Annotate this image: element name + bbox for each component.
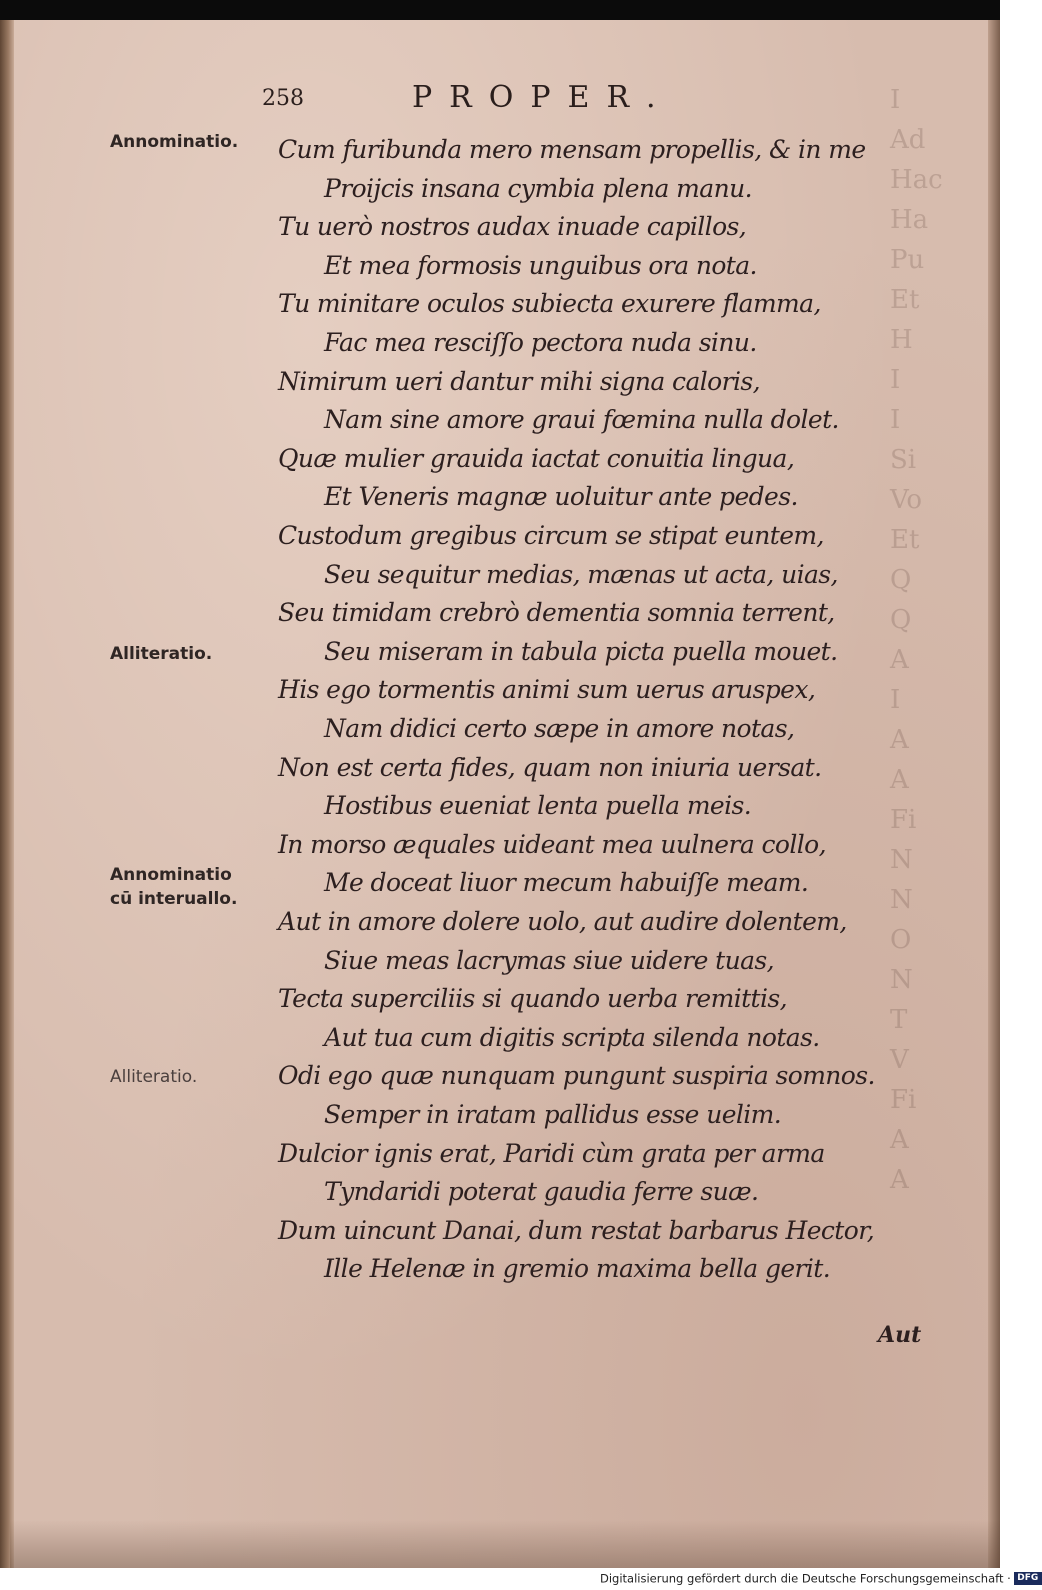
verse-line: Tecta superciliis si quando uerba remittis, (278, 984, 787, 1014)
verse-line: Seu miseram in tabula picta puella mouet. (324, 636, 838, 666)
page-bottom-shadow (10, 1520, 1000, 1568)
verse-line: Quæ mulier grauida iactat conuitia lingua, (278, 443, 795, 473)
page-gutter-shadow (0, 20, 14, 1568)
marginal-note: Alliteratio. (110, 644, 213, 664)
verse-line: Aut tua cum digitis scripta silenda notas. (324, 1022, 820, 1052)
verse-line: Nam sine amore graui fœmina nulla dolet. (324, 405, 839, 435)
marginal-note: Alliteratio. (110, 1067, 198, 1087)
verse-line: Custodum gregibus circum se stipat euntem, (278, 521, 824, 550)
page-number: 258 (262, 86, 304, 111)
verse-line: Non est certa fides, quam non iniuria uersat. (278, 752, 822, 782)
verse-line: Et Veneris magnæ uoluitur ante pedes. (324, 482, 798, 512)
verse-line: Me doceat liuor mecum habuiſſe meam. (324, 868, 809, 898)
verse-line: Hostibus eueniat lenta puella meis. (324, 791, 752, 821)
catchword: Aut (878, 1322, 922, 1348)
verse-line: Tyndaridi poterat gaudia ferre suæ. (324, 1177, 759, 1207)
verse-line: Siue meas lacrymas siue uidere tuas, (324, 945, 774, 975)
verse-line: Aut in amore dolere uolo, aut audire dolentem, (278, 907, 847, 936)
marginal-note: Annominatio. (110, 132, 239, 152)
verse-line: Fac mea resciſſo pectora nuda sinu. (324, 328, 757, 357)
verse-line: Seu timidam crebrò dementia somnia terrent, (278, 598, 835, 628)
verse-line: Ille Helenæ in gremio maxima bella gerit. (324, 1254, 831, 1284)
verse-line: Proijcis insana cymbia plena manu. (324, 173, 752, 203)
page-edge-shadow (988, 20, 1000, 1568)
running-header (262, 80, 722, 120)
marginal-note: Annominatio (110, 865, 232, 885)
verse-line: His ego tormentis animi sum uerus aruspex, (278, 675, 816, 705)
verse-line: Et mea formosis unguibus ora nota. (324, 250, 757, 280)
scan-top-border (0, 0, 1000, 20)
verse-line: Nam didici certo sæpe in amore notas, (324, 714, 795, 743)
verse-line: Nimirum ueri dantur mihi signa caloris, (278, 366, 760, 396)
running-title: PROPER. (412, 80, 673, 115)
verse-line: Seu sequitur medias, mænas ut acta, uias, (324, 559, 838, 589)
verse-line: Odi ego quæ nunquam pungunt suspiria somnos. (278, 1061, 875, 1091)
verse-line: Semper in iratam pallidus esse uelim. (324, 1100, 782, 1129)
verse-line: Tu minitare oculos subiecta exurere flamma, (278, 289, 821, 319)
verse-line: Cum furibunda mero mensam propellis, & in me (278, 135, 866, 164)
verse-line: In morso æquales uideant mea uulnera collo, (278, 829, 826, 859)
bleed-through-shadow: I Ad Hac Ha Pu Et H I I Si Vo Et Q Q A I A A Fi N N O N T V Fi A A (890, 85, 943, 1195)
verse-line: Tu uerò nostros audax inuade capillos, (278, 212, 747, 242)
digitization-credit (600, 1571, 1039, 1589)
marginal-note: cū interuallo. (110, 889, 238, 909)
dfg-logo: DFG (1014, 1572, 1042, 1585)
verse-line: Dulcior ignis erat, Paridi cùm grata per arma (278, 1138, 825, 1168)
credit-text: Digitalisierung gefördert durch die Deutsche Forschungsgemeinschaft · (600, 1571, 1011, 1586)
verse-line: Dum uincunt Danai, dum restat barbarus Hector, (278, 1215, 875, 1245)
